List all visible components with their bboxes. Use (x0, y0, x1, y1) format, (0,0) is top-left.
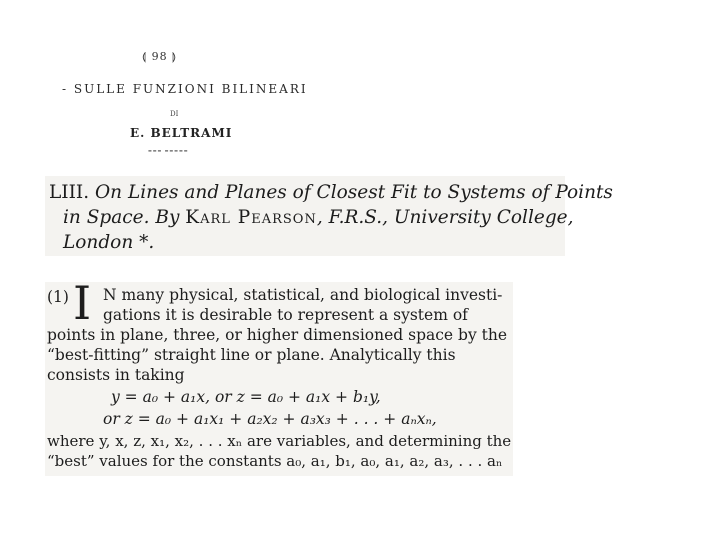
drop-cap: I (73, 282, 92, 330)
section-number: (1) (47, 288, 69, 306)
body-line-5: consists in taking (47, 366, 185, 384)
title-line-1 (49, 182, 613, 203)
equation-2: or z = a₀ + a₁x₁ + a₂x₂ + a₃x₃ + . . . + aₙxₙ, (103, 410, 437, 428)
body-line-1: N many physical, statistical, and biological investi- (103, 286, 503, 304)
equation-1: y = a₀ + a₁x, or z = a₀ + a₁x + b₁y, (111, 388, 381, 406)
pearson-body-clipping (45, 282, 513, 476)
author-name: Karl Pearson (185, 207, 317, 228)
author-affiliation: , F.R.S., University College, (316, 207, 574, 228)
beltrami-title: - SULLE FUNZIONI BILINEARI (62, 82, 308, 96)
body-line-6: where y, x, z, x₁, x₂, . . . xₙ are variables, and determining the (47, 432, 512, 450)
page-number: ⟬ 98 ⟭ (142, 50, 178, 63)
title-line-3 (63, 232, 154, 253)
body-line-2: gations it is desirable to represent a system of (103, 306, 468, 324)
body-line-7: “best” values for the constants a₀, a₁, b₁, a₀, a₁, a₂, a₃, . . . aₙ (47, 452, 503, 470)
author-location: London *. (63, 232, 155, 253)
beltrami-di: DI (170, 110, 179, 118)
title-continuation: in Space. (63, 207, 150, 228)
pearson-title-clipping (45, 176, 613, 256)
title-line-2 (63, 207, 574, 228)
article-number: LIII. (49, 182, 90, 203)
by-word: By (155, 207, 180, 228)
article-title: On Lines and Planes of Closest Fit to Systems of Points (94, 182, 613, 203)
body-line-4: “best-fitting” straight line or plane. Analytically this (47, 346, 456, 364)
beltrami-subline: ▬▬▬ ▬▬▬▬▬ (148, 148, 189, 153)
beltrami-author: E. BELTRAMI (130, 126, 233, 140)
body-line-3: points in plane, three, or higher dimensioned space by the (47, 326, 508, 344)
